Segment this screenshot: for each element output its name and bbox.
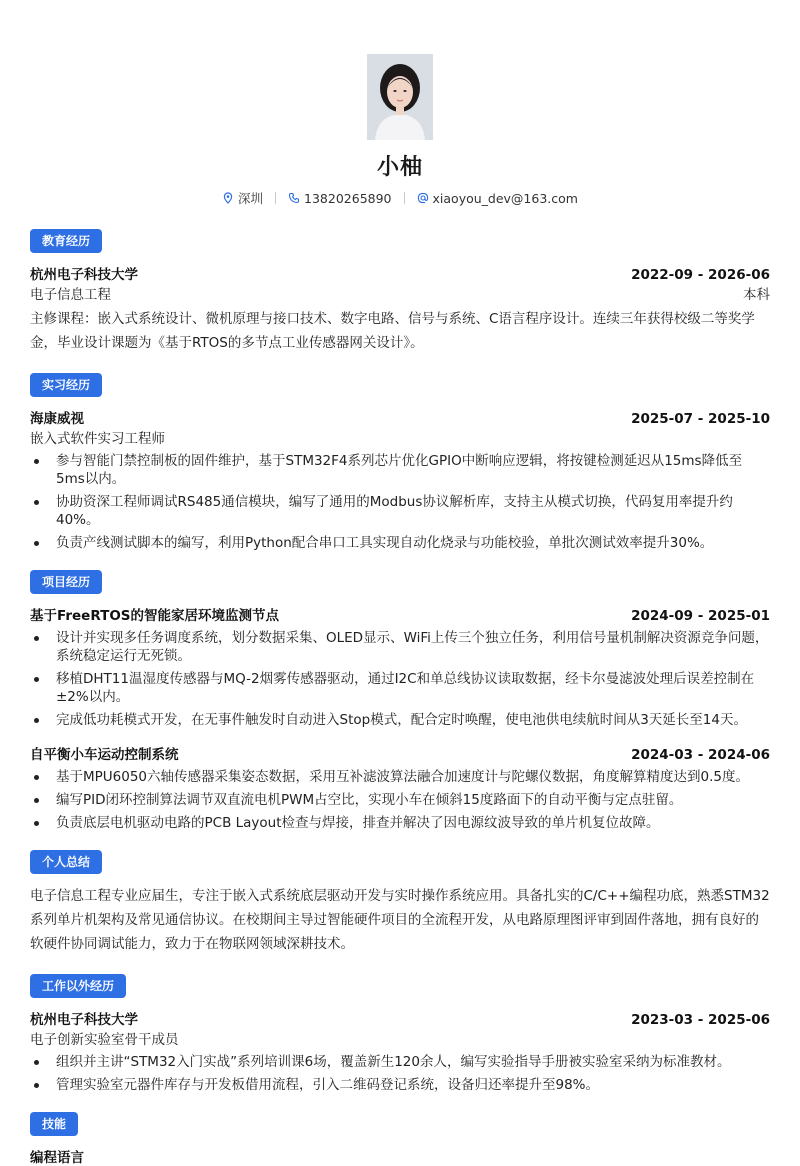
- list-item: 组织并主讲“STM32入门实战”系列培训课6场，覆盖新生120余人，编写实验指导手册被实验室采纳为标准教材。: [30, 1053, 770, 1071]
- section-heading-summary: 个人总结: [30, 850, 102, 874]
- list-item: 负责产线测试脚本的编写，利用Python配合串口工具实现自动化烧录与功能校验，单批次测试效率提升30%。: [30, 534, 770, 552]
- school-name: 杭州电子科技大学: [30, 267, 138, 283]
- contact-bar: [30, 189, 770, 207]
- phone-text: 13820265890: [304, 190, 392, 206]
- internship-section: [30, 373, 770, 552]
- extracurricular-date: 2023-03 - 2025-06: [631, 1012, 770, 1028]
- section-heading-internship: 实习经历: [30, 373, 102, 397]
- portrait-photo: [367, 54, 433, 140]
- project-title: 自平衡小车运动控制系统: [30, 747, 179, 763]
- education-date: 2022-09 - 2026-06: [631, 267, 770, 283]
- skill-group-title: 编程语言: [30, 1150, 84, 1166]
- projects-section: [30, 570, 770, 832]
- extracurricular-role: 电子创新实验室骨干成员: [30, 1032, 179, 1048]
- list-item: 完成低功耗模式开发，在无事件触发时自动进入Stop模式，配合定时唤醒，使电池供电续航时间从3天延长至14天。: [30, 711, 770, 729]
- project-date: 2024-03 - 2024-06: [631, 747, 770, 763]
- section-heading-skills: 技能: [30, 1112, 78, 1136]
- list-item: 参与智能门禁控制板的固件维护，基于STM32F4系列芯片优化GPIO中断响应逻辑，将按键检测延迟从15ms降低至5ms以内。: [30, 452, 770, 488]
- summary-section: [30, 850, 770, 956]
- project-date: 2024-09 - 2025-01: [631, 608, 770, 624]
- contact-location: [222, 189, 263, 207]
- location-pin-icon: [222, 192, 234, 204]
- summary-text: 电子信息工程专业应届生，专注于嵌入式系统底层驱动开发与实时操作系统应用。具备扎实的C/C++编程功底，熟悉STM32系列单片机架构及常见通信协议。在校期间主导过智能硬件项目的全流程开发，从电路原理图评审到固件落地，拥有良好的软硬件协同调试能力，致力于在物联网领域深耕技术。: [30, 888, 770, 952]
- education-description: 主修课程：嵌入式系统设计、微机原理与接口技术、数字电路、信号与系统、C语言程序设计。连续三年获得校级二等奖学金，毕业设计课题为《基于RTOS的多节点工业传感器网关设计》。: [30, 311, 755, 351]
- contact-phone: [288, 191, 391, 206]
- list-item: 协助资深工程师调试RS485通信模块，编写了通用的Modbus协议解析库，支持主从模式切换，代码复用率提升约40%。: [30, 493, 770, 529]
- list-item: 管理实验室元器件库存与开发板借用流程，引入二维码登记系统，设备归还率提升至98%。: [30, 1076, 770, 1094]
- resume-header: [30, 0, 770, 207]
- section-heading-projects: 项目经历: [30, 570, 102, 594]
- degree: 本科: [743, 287, 770, 303]
- internship-date: 2025-07 - 2025-10: [631, 411, 770, 427]
- avatar: [367, 54, 433, 140]
- project-bullets: [30, 768, 770, 832]
- extracurricular-entry: [30, 1008, 770, 1094]
- education-section: [30, 229, 770, 355]
- section-heading-education: 教育经历: [30, 229, 102, 253]
- skills-entry: [30, 1146, 770, 1166]
- list-item: 编写PID闭环控制算法调节双直流电机PWM占空比，实现小车在倾斜15度路面下的自动平衡与定点驻留。: [30, 791, 770, 809]
- contact-email[interactable]: [417, 191, 578, 206]
- skills-section: [30, 1112, 770, 1166]
- email-text[interactable]: xiaoyou_dev@163.com: [432, 190, 578, 206]
- company-name: 海康威视: [30, 411, 84, 427]
- phone-icon: [288, 192, 300, 204]
- internship-bullets: [30, 452, 770, 552]
- section-heading-extracurricular: 工作以外经历: [30, 974, 126, 998]
- list-item: 设计并实现多任务调度系统，划分数据采集、OLED显示、WiFi上传三个独立任务，利用信号量机制解决资源竞争问题，系统稳定运行无死锁。: [30, 629, 770, 665]
- list-item: 移植DHT11温湿度传感器与MQ-2烟雾传感器驱动，通过I2C和单总线协议读取数据，经卡尔曼滤波处理后误差控制在±2%以内。: [30, 670, 770, 706]
- internship-role: 嵌入式软件实习工程师: [30, 431, 165, 447]
- internship-entry: [30, 407, 770, 552]
- organization-name: 杭州电子科技大学: [30, 1012, 138, 1028]
- major: 电子信息工程: [30, 287, 111, 303]
- project-bullets: [30, 629, 770, 729]
- candidate-name: 小柚: [376, 155, 423, 180]
- extracurricular-bullets: [30, 1053, 770, 1094]
- project-entry: [30, 604, 770, 729]
- education-entry: [30, 263, 770, 355]
- contact-divider: [275, 192, 276, 204]
- extracurricular-section: [30, 974, 770, 1094]
- list-item: 基于MPU6050六轴传感器采集姿态数据，采用互补滤波算法融合加速度计与陀螺仪数据，角度解算精度达到0.5度。: [30, 768, 770, 786]
- project-title: 基于FreeRTOS的智能家居环境监测节点: [30, 608, 280, 624]
- project-entry: [30, 743, 770, 832]
- list-item: 负责底层电机驱动电路的PCB Layout检查与焊接，排查并解决了因电源纹波导致的单片机复位故障。: [30, 814, 770, 832]
- location-text: 深圳: [238, 191, 264, 206]
- contact-divider: [404, 192, 405, 204]
- at-sign-icon: [417, 192, 429, 204]
